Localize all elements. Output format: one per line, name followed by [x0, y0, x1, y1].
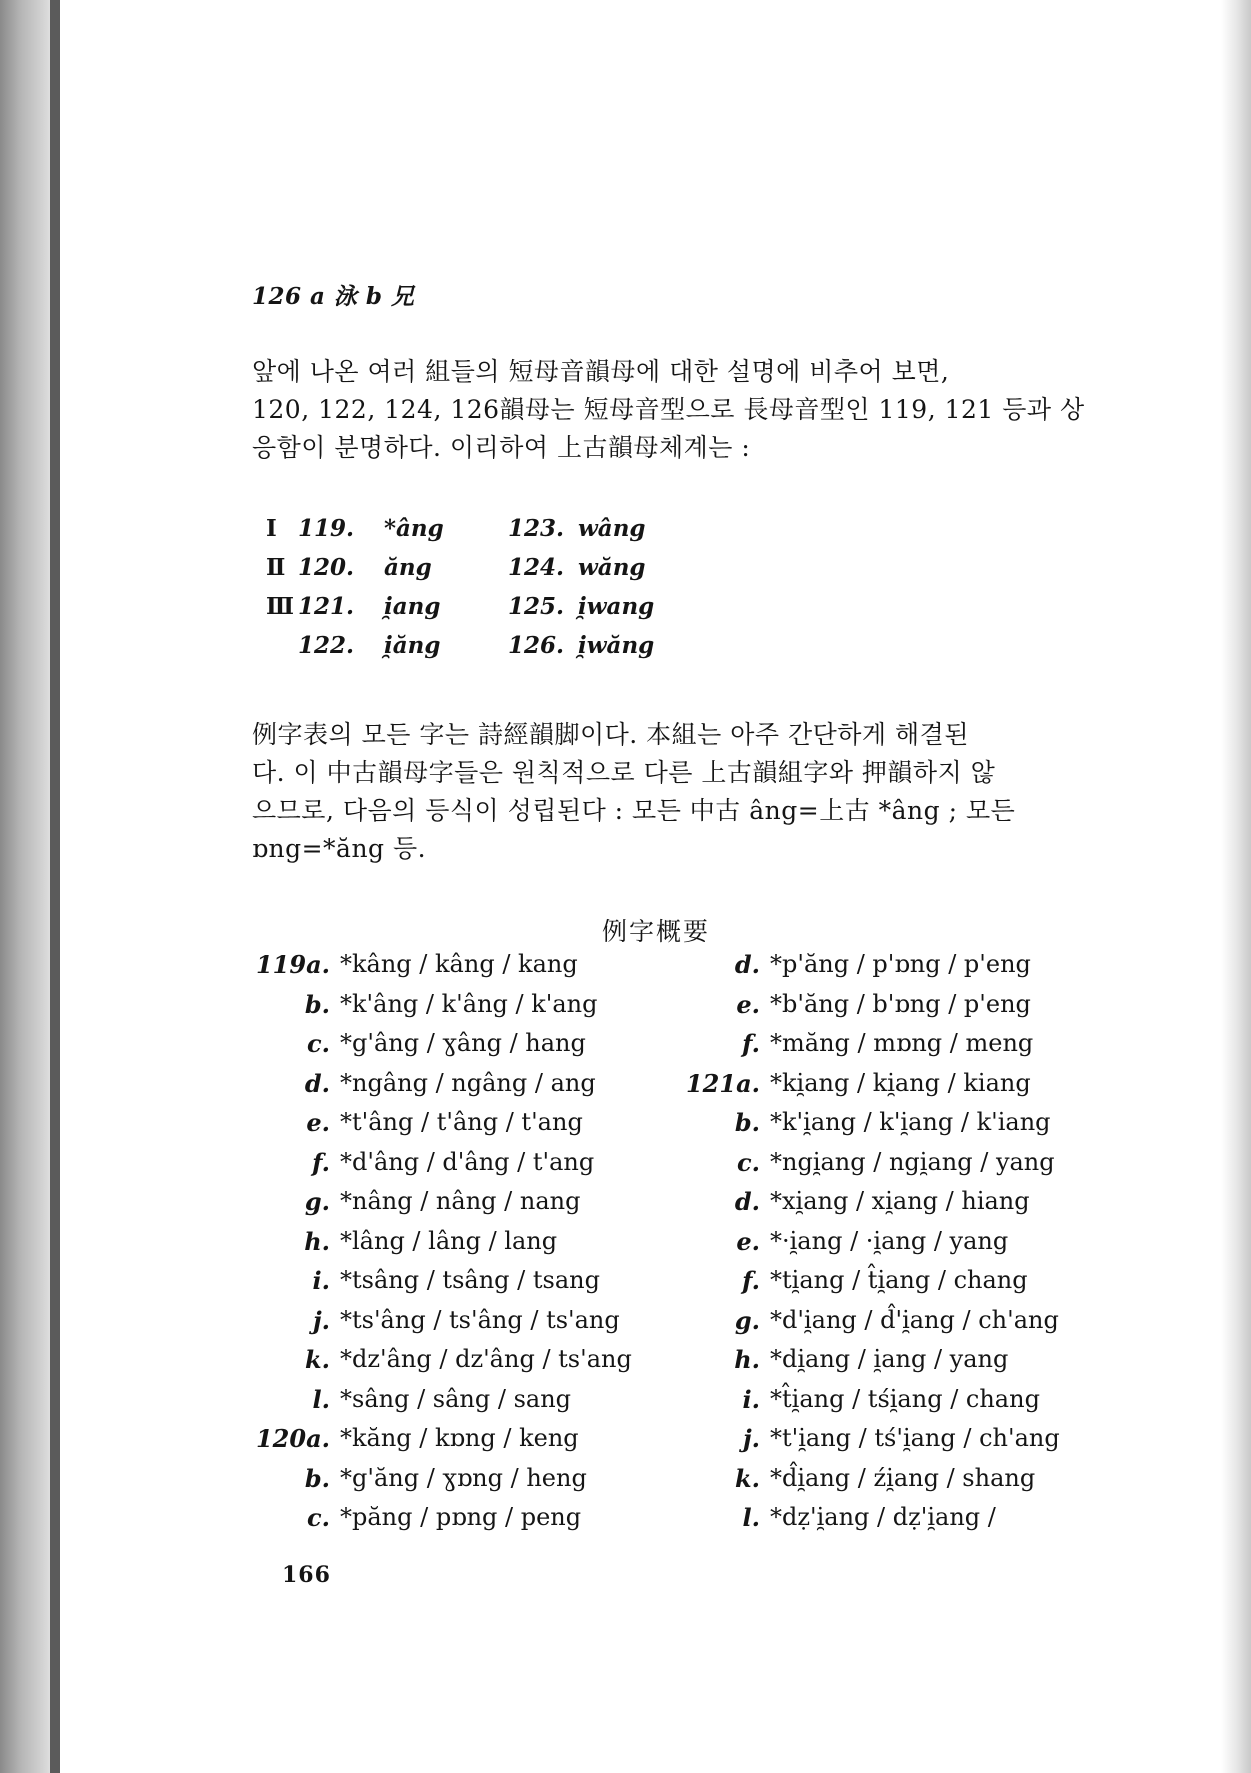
example-row	[252, 950, 692, 986]
rhyme-grade: Ⅰ	[266, 515, 277, 542]
example-row	[682, 1029, 1122, 1065]
example-label: f.	[742, 1029, 760, 1058]
rhyme-value: i̯ăng	[384, 632, 441, 659]
example-row	[682, 1464, 1122, 1500]
example-text: *t̂i̯ang / tśi̯ang / chang	[770, 1384, 1040, 1413]
book-page	[60, 0, 1221, 1773]
example-label: i.	[742, 1384, 760, 1414]
example-row	[252, 1306, 692, 1342]
example-row	[682, 1069, 1122, 1105]
example-label: c.	[307, 1029, 330, 1058]
example-text: *dz'âng / dz'âng / ts'ang	[340, 1345, 632, 1373]
rhyme-row	[252, 593, 752, 631]
example-row	[252, 1424, 692, 1460]
rhyme-number: 125.	[508, 593, 565, 620]
example-text: *d'i̯ang / d̂'i̯ang / ch'ang	[770, 1305, 1059, 1334]
example-label: c.	[737, 1147, 760, 1177]
example-text: *d̂i̯ang / źi̯ang / shang	[770, 1463, 1036, 1492]
example-text: *k'i̯ang / k'i̯ang / k'iang	[770, 1108, 1051, 1136]
rhyme-number: 122.	[298, 632, 355, 659]
page-number: 166	[282, 1562, 331, 1588]
example-label: j.	[742, 1424, 760, 1453]
example-label: h.	[304, 1226, 330, 1256]
example-label: h.	[734, 1345, 760, 1374]
example-row	[682, 1148, 1122, 1184]
paragraph-line: 120, 122, 124, 126韻母는 短母音型으로 長母音型인 119, 121 등과 상	[252, 395, 1085, 424]
example-label: e.	[736, 989, 760, 1019]
paragraph-line: ɒng=*ăng 등.	[252, 834, 427, 863]
example-row	[252, 990, 692, 1026]
example-text: *nâng / nâng / nang	[340, 1187, 581, 1215]
rhyme-value: ăng	[384, 554, 432, 581]
example-text: *xi̯ang / xi̯ang / hiang	[770, 1187, 1030, 1215]
example-text: *di̯ang / i̯ang / yang	[770, 1345, 1009, 1373]
rhyme-value: *âng	[384, 515, 444, 542]
rhyme-value: wăng	[578, 554, 646, 581]
example-row	[682, 1187, 1122, 1223]
rhyme-grade: Ⅱ	[266, 554, 286, 581]
example-row	[252, 1148, 692, 1184]
example-label: g.	[304, 1187, 330, 1216]
example-text: *sâng / sâng / sang	[340, 1384, 572, 1413]
example-row	[252, 1029, 692, 1065]
example-text: *ngâng / ngâng / ang	[340, 1068, 596, 1097]
example-text: *kăng / kɒng / keng	[340, 1424, 579, 1452]
example-label: b.	[734, 1108, 760, 1137]
rhyme-value: i̯ang	[384, 593, 441, 620]
example-text: *kâng / kâng / kang	[340, 950, 578, 978]
example-row	[252, 1503, 692, 1539]
example-row	[252, 1385, 692, 1421]
rhyme-number: 126.	[508, 632, 565, 659]
example-text: *g'ăng / ɣɒng / heng	[340, 1463, 587, 1492]
example-row	[682, 1266, 1122, 1302]
section-heading: 126 a 泳 b 兄	[252, 283, 415, 310]
rhyme-value: i̯wăng	[578, 632, 655, 659]
paragraph-line: 응함이 분명하다. 이리하여 上古韻母체계는 :	[252, 433, 751, 462]
example-text: *măng / mɒng / meng	[770, 1029, 1034, 1057]
example-label: c.	[307, 1503, 330, 1532]
example-label: d.	[304, 1068, 330, 1098]
example-label: d.	[734, 1187, 760, 1216]
rhyme-row	[252, 515, 752, 553]
example-label: k.	[735, 1463, 760, 1493]
paragraph-line: 다. 이 中古韻母字들은 원칙적으로 다른 上古韻組字와 押韻하지 않	[252, 758, 996, 787]
example-text: *ts'âng / ts'âng / ts'ang	[340, 1305, 620, 1334]
example-row	[682, 1503, 1122, 1539]
examples-title: 例字概要	[602, 917, 711, 946]
example-label: l.	[312, 1384, 330, 1414]
example-row	[682, 1345, 1122, 1381]
example-text: *p'ăng / p'ɒng / p'eng	[770, 950, 1031, 978]
example-row	[682, 1385, 1122, 1421]
example-text: *tsâng / tsâng / tsang	[340, 1266, 600, 1294]
example-row	[252, 1187, 692, 1223]
example-row	[682, 1424, 1122, 1460]
example-label: l.	[742, 1503, 760, 1532]
example-text: *g'âng / ɣâng / hang	[340, 1029, 586, 1057]
example-row	[252, 1108, 692, 1144]
rhyme-value: wâng	[578, 515, 646, 542]
paragraph-line: 으므로, 다음의 등식이 성립된다 : 모든 中古 âng=上古 *âng ; 모든	[252, 796, 1016, 825]
example-label: b.	[304, 989, 330, 1019]
example-label: e.	[306, 1108, 330, 1137]
paragraph-line: 例字表의 모든 字는 詩經韻脚이다. 本組는 아주 간단하게 해결된	[252, 720, 969, 749]
page-right-shadow	[1221, 0, 1251, 1773]
example-text: *lâng / lâng / lang	[340, 1226, 558, 1255]
example-text: *d'âng / d'âng / t'ang	[340, 1147, 595, 1176]
rhyme-grade: Ⅲ	[266, 593, 295, 620]
example-label: 121a.	[685, 1068, 760, 1098]
example-text: *ti̯ang / t̂i̯ang / chang	[770, 1266, 1028, 1294]
example-label: f.	[742, 1266, 760, 1295]
example-text: *ki̯ang / ki̯ang / kiang	[770, 1068, 1031, 1097]
example-row	[682, 1227, 1122, 1263]
example-text: *b'ăng / b'ɒng / p'eng	[770, 989, 1031, 1018]
example-label: f.	[312, 1147, 330, 1177]
example-text: *·i̯ang / ·i̯ang / yang	[770, 1226, 1009, 1255]
example-label: j.	[312, 1305, 330, 1335]
rhyme-number: 120.	[298, 554, 355, 581]
example-text: *t'âng / t'âng / t'ang	[340, 1108, 583, 1136]
rhyme-value: i̯wang	[578, 593, 655, 620]
rhyme-row	[252, 632, 752, 670]
example-label: d.	[734, 950, 760, 979]
example-text: *ngi̯ang / ngi̯ang / yang	[770, 1147, 1055, 1176]
example-row	[252, 1266, 692, 1302]
example-row	[682, 1108, 1122, 1144]
example-text: *t'i̯ang / tś'i̯ang / ch'ang	[770, 1424, 1060, 1452]
example-label: b.	[304, 1463, 330, 1493]
example-label: 120a.	[255, 1424, 330, 1453]
example-label: 119a.	[255, 950, 330, 979]
example-row	[682, 990, 1122, 1026]
example-text: *dẓ'i̯ang / dẓ'i̯ang /	[770, 1503, 996, 1531]
example-label: k.	[305, 1345, 330, 1374]
example-row	[682, 1306, 1122, 1342]
example-label: e.	[736, 1226, 760, 1256]
rhyme-number: 124.	[508, 554, 565, 581]
example-row	[252, 1069, 692, 1105]
example-row	[252, 1345, 692, 1381]
example-row	[682, 950, 1122, 986]
example-label: g.	[734, 1305, 760, 1335]
example-text: *k'âng / k'âng / k'ang	[340, 989, 598, 1018]
rhyme-number: 123.	[508, 515, 565, 542]
rhyme-number: 121.	[298, 593, 355, 620]
rhyme-row	[252, 554, 752, 592]
paragraph-line: 앞에 나온 여러 組들의 短母音韻母에 대한 설명에 비추어 보면,	[252, 357, 950, 386]
example-text: *păng / pɒng / peng	[340, 1503, 582, 1531]
example-row	[252, 1464, 692, 1500]
rhyme-number: 119.	[298, 515, 355, 542]
book-spine-edge	[50, 0, 60, 1773]
example-label: i.	[312, 1266, 330, 1295]
example-row	[252, 1227, 692, 1263]
